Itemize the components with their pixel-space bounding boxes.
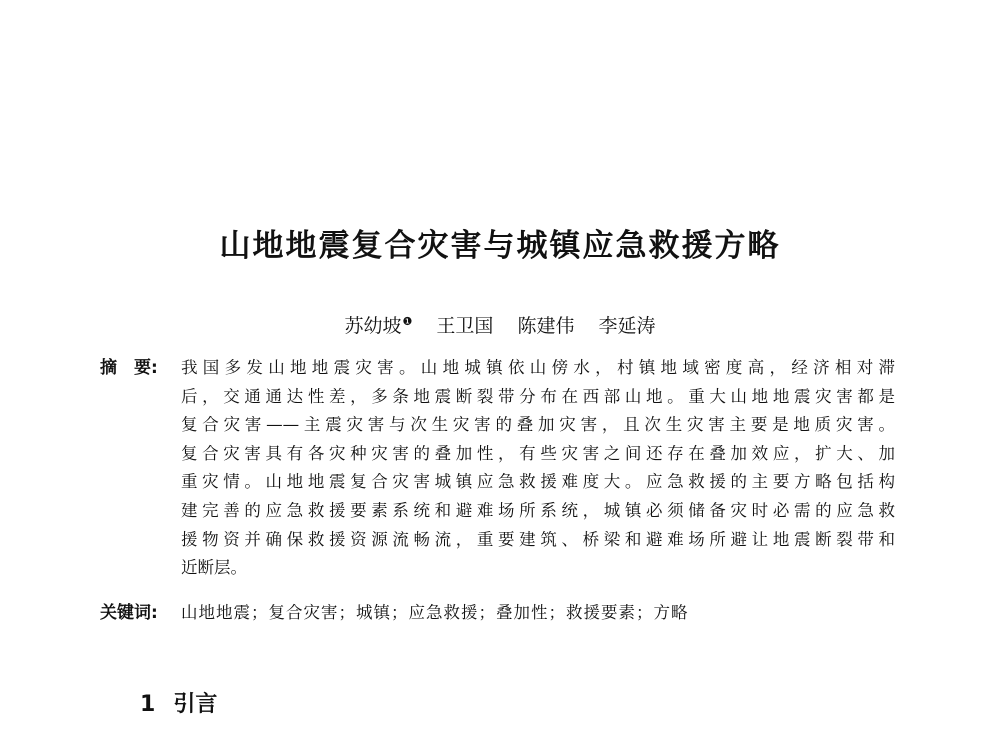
- abstract-line: 复合灾害——主震灾害与次生灾害的叠加灾害，且次生灾害主要是地质灾害。: [181, 415, 895, 435]
- section-title: 引言: [173, 692, 218, 717]
- abstract-label: 摘 要:: [100, 358, 158, 378]
- author-list: [0, 308, 1000, 340]
- author-name: 王卫国: [436, 315, 494, 337]
- abstract-line: 重灾情。山地地震复合灾害城镇应急救援难度大。应急救援的主要方略包括构: [181, 472, 895, 492]
- abstract-line: 援物资并确保救援资源流畅流，重要建筑、桥梁和避难场所避让地震断裂带和: [181, 529, 895, 549]
- keywords-label: 关键词:: [100, 603, 158, 623]
- abstract-line: 复合灾害具有各灾种灾害的叠加性，有些灾害之间还存在叠加效应，扩大、加: [181, 443, 895, 463]
- abstract-body: [181, 354, 895, 583]
- keywords-text: 山地地震；复合灾害；城镇；应急救援；叠加性；救援要素；方略: [181, 603, 689, 622]
- abstract-line: 近断层。: [181, 558, 247, 578]
- author-name: 陈建伟: [517, 315, 575, 337]
- section-heading: [140, 688, 217, 722]
- abstract-line: 我国多发山地地震灾害。山地城镇依山傍水，村镇地域密度高，经济相对滞: [181, 358, 895, 377]
- author-footnote-marker: ❶: [402, 315, 413, 328]
- section-number: 1: [140, 692, 156, 717]
- abstract-line: 后，交通通达性差，多条地震断裂带分布在西部山地。重大山地地震灾害都是: [181, 386, 895, 406]
- author-name: 苏幼坡$^❶$: [344, 315, 413, 337]
- author-name: 李延涛: [598, 315, 656, 337]
- paper-title: 山地地震复合灾害与城镇应急救援方略: [219, 228, 781, 264]
- abstract-line: 建完善的应急救援要素系统和避难场所系统，城镇必须储备灾时必需的应急救: [181, 500, 895, 520]
